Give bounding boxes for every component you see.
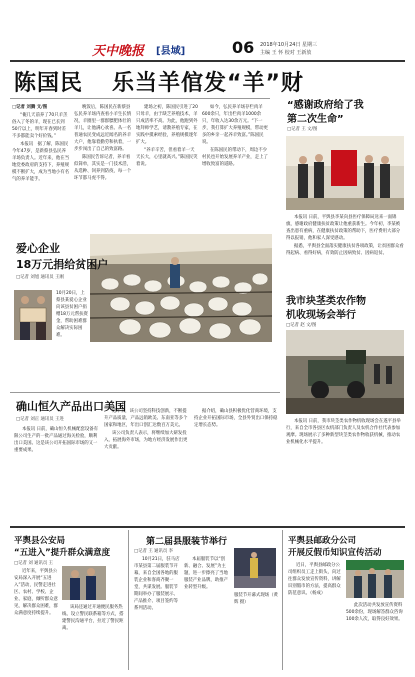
story2-byline: □记者 刘旭 通讯员 王刚 bbox=[16, 275, 64, 280]
sheep-pen-photo bbox=[90, 234, 272, 342]
bottom3-photo bbox=[346, 560, 404, 598]
story2-caption-text: 10月20日，上蔡县某爱心企业向该县贫困户捐赠18万元帮扶资金，帮助困难群众解决实际困难。 bbox=[56, 291, 88, 338]
lead-byline: □记者 刘腾 文/图 bbox=[12, 105, 48, 110]
lead-column-4: 如今，弘民养羊场存栏肉羊600余只，年出栏肉羊1000余只，年收入达30余万元。“下一步，我打算扩大养殖规模，带动更多的乡亲一起养羊致富。”陈国民说。 在陈国民的带动下，周边不少村民也开始发展养羊产业，走上了增收致富的道路。 bbox=[202, 105, 268, 167]
masthead-rule bbox=[10, 60, 405, 62]
bottom1-photo bbox=[62, 566, 106, 600]
bottom1-body bbox=[14, 568, 60, 666]
story2-title-1: 爱心企业 bbox=[16, 242, 60, 255]
lead-photo bbox=[90, 234, 272, 342]
bottom3-title-2: 开展反假币知识宣传活动 bbox=[288, 548, 382, 558]
story3-col-3: 据介绍，确山县积极优化营商环境，支持企业开拓国际市场，全县外贸出口保持稳定增长态势。 bbox=[194, 409, 278, 428]
lead-headline-prefix: 乐当羊倌发 bbox=[112, 71, 228, 96]
story4-body: 本报讯 日前，平舆县李某向县医疗保障局送来一面锦旗，感谢政府健康扶贫政策让他重获新生。今年初，李某被查出患有重病，在健康扶贫政策的帮助下，医疗费用大部分得以报销，他和家人深受感动。 据悉，平舆县全面落实健康扶贫各项政策，让贫困群众看得起病、看得好病，有效防止因病致贫、因病返贫。 bbox=[286, 215, 404, 256]
story2-caption bbox=[56, 290, 88, 342]
bottom3-title-1: 平舆县邮政分公司 bbox=[288, 536, 357, 546]
harvester-photo bbox=[286, 330, 404, 414]
story5-body bbox=[286, 418, 404, 488]
story3-body-2: 近年来，该公司坚持科技创新，不断提升产品质量，产品远销欧美、东南亚等多个国家和地区，年出口创汇达数百万美元。 bbox=[104, 409, 188, 428]
police-photo bbox=[62, 566, 106, 600]
story5-title-1: 我市块茎类农作物 bbox=[286, 296, 366, 307]
lead-headline bbox=[112, 66, 304, 97]
story3-rule bbox=[10, 392, 280, 393]
story4-title-1: “感谢政府给了我 bbox=[287, 100, 364, 111]
story5-title-2: 机收现场会举行 bbox=[286, 310, 356, 321]
story3-byline: □记者 刘正 通讯员 王进 bbox=[16, 417, 64, 422]
bottom3-body bbox=[288, 562, 342, 666]
story3-col-2: 近年来，该公司坚持科技创新，不断提升产品质量，产品远销欧美、东南亚等多个国家和地区，年出口创汇达数百万美元。 该公司负责人表示，将继续加大研发投入，拓展海外市场，为地方经济发展作出更大贡献。 bbox=[104, 408, 190, 522]
lead-para-1: “俺几天前养了70只羊羔 俗入了冬的羊，现在已长到50斤以上，明年开春到时差不多都能卖个好价钱。” bbox=[12, 113, 68, 139]
lead-column-3: 建场之初，陈国民引进了20只母羊，由于缺乏养殖技术，羊只成活率不高。为此，他跑到外地拜师学艺，请教养殖专家，在实践中摸索经验，养殖规模逐年扩大。 “养羊辛苦，但看着羊一天天长大，心里就高兴。”陈国民笑着说。 bbox=[136, 105, 198, 167]
story4-photo bbox=[286, 136, 404, 210]
donation-photo bbox=[14, 290, 52, 340]
bottom1-body-text: 近年来，平舆县公安局深入开展“五进入”活动，民警走进社区、农村、学校、企业、家庭，倾听群众意见，解决群众困难，群众满意度持续提升。 bbox=[14, 569, 58, 616]
bottom3-body-text: 近日，平舆县邮政分公司组织员工走上街头，向过往群众发放宣传资料，讲解识别假币的方法，提高群众防范意识。（杨成） bbox=[288, 563, 341, 596]
story4-title-2: 第二次生命” bbox=[287, 114, 344, 125]
bottom2-caption-box bbox=[234, 592, 278, 666]
lead-column-1: □记者 刘腾 文/图 “俺几天前养了70只羊羔 俗入了冬的羊，现在已长到50斤以上，明年开春到时差不多都能卖个好价钱。” 本报讯 据了解，陈国民今年47岁，是新蔡县弘民养羊场负责人。近年来，他在当地党委政府的支持下，养殖规模不断扩大，成为当地小有名气的养羊能手。 bbox=[12, 105, 70, 182]
story3-col-1 bbox=[14, 426, 100, 522]
postal-event-photo bbox=[346, 560, 404, 598]
lead-headline-quote: “羊”财 bbox=[227, 71, 304, 96]
lead-para-2: 晚饭后，陈国民在新蔡县弘民养羊场内查看小羊生长情况，羊圈里一群群膘肥体壮的羊儿，让他满心欢喜。从一名普通农民变成远近闻名的养羊大户，他靠着勤劳和执着，一步步闯出了自己的致富路。 bbox=[74, 105, 132, 152]
bottom2-col-2: 本届服装节以“创新、融合、发展”为主题，进一步擦亮了当地服装产业品牌，助推产业转型升级。 bbox=[184, 557, 228, 590]
story5-photo bbox=[286, 330, 404, 414]
story2-photo bbox=[14, 290, 52, 340]
newspaper-logo: 天中晚报 bbox=[92, 44, 145, 59]
date-line: 2018年10月24日 星期三 bbox=[260, 42, 318, 48]
bottom1-body-2: 该局还通过开通便民服务热线、设立警民联系箱等方式，搭建警民沟通平台，拉近了警民距离。 bbox=[62, 605, 124, 631]
bottom2-photo bbox=[234, 548, 276, 588]
bottom1-title-2: “五进入”提升群众满意度 bbox=[14, 548, 111, 558]
bottom1-byline: □记者 刘 通讯员 王 bbox=[14, 561, 54, 566]
fashion-show-photo bbox=[234, 548, 276, 588]
lead-para-3: 建场之初，陈国民引进了20只母羊，由于缺乏养殖技术，羊只成活率不高。为此，他跑到外地拜师学艺，请教养殖专家，在实践中摸索经验，养殖规模逐年扩大。 bbox=[136, 105, 198, 145]
bottom-divider-1 bbox=[128, 530, 129, 670]
bottom-rule bbox=[10, 526, 405, 528]
bottom2-col-1 bbox=[134, 556, 180, 666]
story4-body-text: 本报讯 日前，平舆县李某向县医疗保障局送来一面锦旗，感谢政府健康扶贫政策让他重获新生。今年初，李某被查出患有重病，在健康扶贫政策的帮助下，医疗费用大部分得以报销，他和家人深受感动。 bbox=[286, 215, 401, 241]
lead-name: 陈国民 bbox=[14, 71, 84, 96]
story4-byline: □记者 王 文/图 bbox=[287, 127, 318, 132]
story3-body-1: 本报讯 日前，确山恒久机械配套设备有限公司生产的一批产品通过海关检验，顺利出口美国。这是该公司开拓国际市场的又一重要成果。 bbox=[14, 427, 99, 453]
bottom3-body-2: 此次活动共发放宣传资料500余份，现场解答群众咨询100余人次，取得良好效果。 bbox=[346, 603, 403, 622]
lead-rule bbox=[10, 98, 270, 99]
bottom2-byline: □记者 王 通讯员 李 bbox=[134, 549, 174, 554]
lead-column-2: 晚饭后，陈国民在新蔡县弘民养羊场内查看小羊生长情况，羊圈里一群群膘肥体壮的羊儿，让他满心欢喜。从一名普通农民变成远近闻名的养羊大户，他靠着勤劳和执着，一步步闯出了自己的致富路。 陈国民告诉记者，养羊看似简单，其实是一门技术活，从选种、饲养到防疫，每一个环节都马虎不得。 bbox=[74, 105, 132, 181]
story3-title: 确山恒久产品出口美国 bbox=[16, 400, 126, 413]
bottom2-caption: 服装节开幕式现场（黄 辉 摄） bbox=[234, 593, 278, 605]
story5-byline: □记者 赵 文/图 bbox=[286, 323, 317, 328]
story5-body-text: 本报讯 日前，我市块茎类农作物机收现场会在遂平县举行，来自全市各县区农机部门负责人及农机合作社代表参加观摩。现场展示了多种新型块茎类农作物收获机械，推动农业机械化水平提升。 bbox=[286, 419, 401, 445]
editors-line: 主编 王 怀 校对 王新放 bbox=[260, 50, 312, 56]
section-label: [县域] bbox=[156, 46, 186, 57]
bottom1-title-1: 平舆县公安局 bbox=[14, 536, 66, 546]
lead-para-4: 如今，弘民养羊场存栏肉羊600余只，年出栏肉羊1000余只，年收入达30余万元。“下一步，我打算扩大养殖规模，带动更多的乡亲一起养羊致富。”陈国民说。 bbox=[202, 105, 268, 145]
story2-title-2: 18万元捐给贫困户 bbox=[16, 258, 109, 271]
bottom2-title: 第二届县服装节举行 bbox=[146, 537, 228, 547]
bottom2-body-text: 10月21日，驻马店市某县第二届服装节开幕，来自全国各地的服装企业和客商齐聚一堂，共谋发展。服装节期间举办了服装展示、产品推介、项目签约等系列活动。 bbox=[134, 557, 180, 611]
banner-presentation-photo bbox=[286, 136, 404, 210]
bottom-divider-2 bbox=[282, 530, 283, 670]
page-number: 06 bbox=[232, 38, 255, 57]
